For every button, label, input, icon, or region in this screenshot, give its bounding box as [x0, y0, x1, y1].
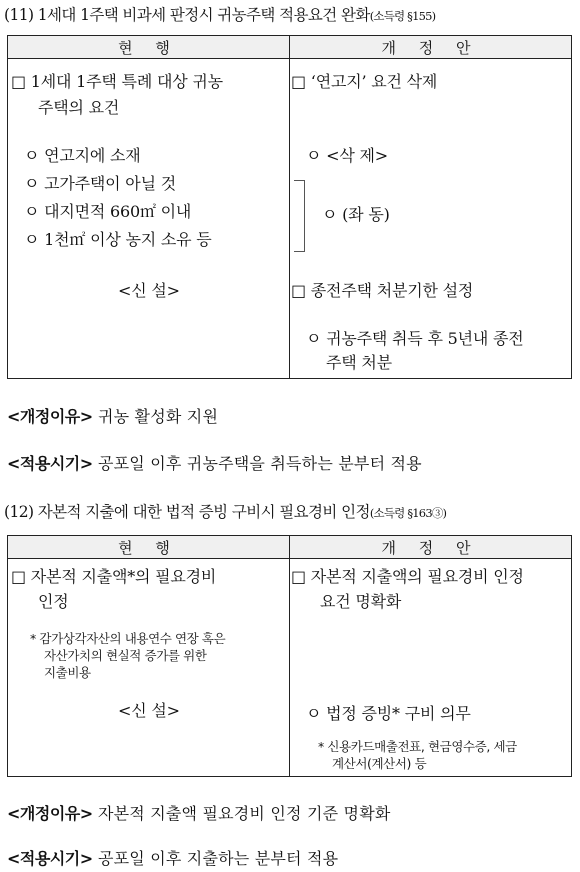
header-current: 현 행 — [8, 36, 290, 59]
section-12-reason — [7, 801, 391, 824]
current-item-1-cont: 인정 — [38, 592, 69, 611]
proposed-item-1: □ ‘연고지’ 요건 삭제 — [291, 72, 438, 91]
section-11-heading — [4, 3, 435, 25]
section-11-reason — [7, 404, 218, 427]
effective-text: 공포일 이후 귀농주택을 취득하는 분부터 적용 — [97, 454, 422, 473]
condition-1: ㅇ 연고지에 소재 — [24, 146, 141, 165]
footnote-line-3: 지출비용 — [44, 665, 91, 680]
proposed-sub-item: ㅇ 법정 증빙* 구비 의무 — [306, 704, 471, 723]
section-12-effective — [7, 846, 338, 869]
header-current: 현 행 — [8, 536, 290, 559]
condition-4: ㅇ 1천㎡ 이상 농지 소유 등 — [24, 230, 212, 249]
footnote-line-1: * 신용카드매출전표, 현금영수증, 세금 — [318, 739, 517, 754]
reason-label: <개정이유> — [7, 407, 93, 426]
section-11-title: (11) 1세대 1주택 비과세 판정시 귀농주택 적용요건 완화 — [4, 6, 370, 24]
deleted-note: ㅇ <삭 제> — [306, 146, 388, 165]
footnote-line-2: 계산서(계산서) 등 — [332, 756, 427, 771]
proposed-sub-item: ㅇ 귀농주택 취득 후 5년내 종전 — [306, 329, 524, 348]
section-11-table — [7, 35, 572, 379]
section-11-effective — [7, 451, 422, 474]
effective-label: <적용시기> — [7, 849, 93, 868]
proposed-item-1: □ 자본적 지출액의 필요경비 인정 — [291, 567, 524, 586]
current-column — [8, 559, 290, 777]
proposed-item-2: □ 종전주택 처분기한 설정 — [291, 281, 474, 300]
new-provision-note: <신 설> — [118, 281, 180, 300]
effective-label: <적용시기> — [7, 454, 93, 473]
proposed-column — [290, 59, 572, 379]
proposed-column — [290, 559, 572, 777]
reason-text: 귀농 활성화 지원 — [97, 407, 219, 426]
current-item-1: □ 자본적 지출액*의 필요경비 — [11, 567, 217, 586]
current-item-1: □ 1세대 1주택 특례 대상 귀농 — [11, 72, 223, 91]
current-column — [8, 59, 290, 379]
section-12-heading — [4, 500, 446, 522]
footnote-line-1: * 감가상각자산의 내용연수 연장 혹은 — [30, 631, 226, 646]
section-12-table — [7, 535, 572, 777]
same-as-left-note: ㅇ (좌 동) — [322, 205, 390, 224]
condition-2: ㅇ 고가주택이 아닐 것 — [24, 174, 176, 193]
condition-3: ㅇ 대지면적 660㎡ 이내 — [24, 202, 192, 221]
proposed-sub-item-cont: 주택 처분 — [326, 353, 392, 372]
current-item-1-cont: 주택의 요건 — [38, 98, 120, 117]
header-proposed: 개 정 안 — [290, 36, 572, 59]
section-12-ref: (소득령 §163③) — [369, 506, 447, 520]
footnote-line-2: 자산가치의 현실적 증가를 위한 — [44, 648, 207, 663]
reason-label: <개정이유> — [7, 804, 93, 823]
effective-text: 공포일 이후 지출하는 분부터 적용 — [97, 849, 339, 868]
section-11-ref: (소득령 §155) — [369, 9, 436, 23]
reason-text: 자본적 지출액 필요경비 인정 기준 명확화 — [97, 804, 391, 823]
section-12-title: (12) 자본적 지출에 대한 법적 증빙 구비시 필요경비 인정 — [4, 503, 370, 521]
proposed-item-1-cont: 요건 명확화 — [320, 592, 402, 611]
new-provision-note: <신 설> — [118, 701, 180, 720]
bracket-line — [294, 180, 305, 252]
header-proposed: 개 정 안 — [290, 536, 572, 559]
